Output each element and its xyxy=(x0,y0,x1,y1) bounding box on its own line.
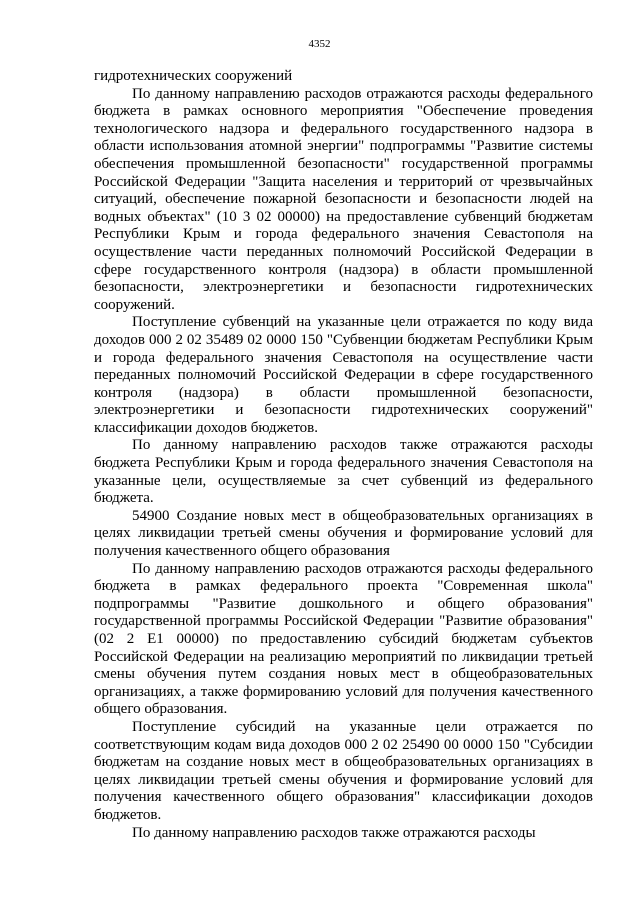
paragraph: Поступление субсидий на указанные цели отражается по соответствующим кодам вида доходов 000 2 02 25490 00 0000 150 "Субсидии бюджетам на создание новых мест в общеобразовательных организациях в целях ликвидации третьей смены обучения и формирование условий для получения качественного общего образования" классификации доходов бюджетов. xyxy=(94,718,593,823)
paragraph: По данному направлению расходов также отражаются расходы xyxy=(132,824,536,841)
section-heading: 54900 Создание новых мест в общеобразовательных организациях в целях ликвидации третьей смены обучения и формирование условий для получения качественного общего образования xyxy=(94,507,593,560)
paragraph: Поступление субвенций на указанные цели отражается по коду вида доходов 000 2 02 35489 02 0000 150 "Субвенции бюджетам Республики Крым и города федерального значения Севастополя на осуществление части переданных полномочий Российской Федерации в сфере государственного контроля (надзора) в области промышленной безопасности, электроэнергетики и безопасности гидротехнических сооружений" классификации доходов бюджетов. xyxy=(94,314,593,436)
paragraph: По данному направлению расходов также отражаются расходы бюджета Республики Крым и города федерального значения Севастополя на указанные цели, осуществляемые за счет субвенций из федерального бюджета. xyxy=(94,437,593,507)
paragraph: гидротехнических сооружений xyxy=(94,68,293,84)
paragraph: По данному направлению расходов отражаются расходы федерального бюджета в рамках основного мероприятия "Обеспечение проведения технологического надзора и федерального государственного надзора в области использования атомной энергии" подпрограммы "Развитие системы обеспечения промышленной безопасности" государственной программы Российской Федерации "Защита населения и территорий от чрезвычайных ситуаций, обеспечение пожарной безопасности и безопасности людей на водных объектах" (10 3 02 00000) на предоставление субвенций бюджетам Республики Крым и города федерального значения Севастополя на осуществление части переданных полномочий Российской Федерации в сфере государственного контроля (надзора) в области промышленной безопасности, электроэнергетики и безопасности гидротехнических сооружений. xyxy=(94,85,593,313)
body-text xyxy=(94,68,593,842)
paragraph: По данному направлению расходов отражаются расходы федерального бюджета в рамках федерального проекта "Современная школа" подпрограммы "Развитие дошкольного и общего образования" государственной программы Российской Федерации "Развитие образования" (02 2 E1 00000) по предоставлению субсидий бюджетам субъектов Российской Федерации на реализацию мероприятий по ликвидации третьей смены обучения путем создания новых мест в общеобразовательных организациях, а также формированию условий для получения качественного общего образования. xyxy=(94,560,593,718)
page-number: 4352 xyxy=(308,38,331,50)
